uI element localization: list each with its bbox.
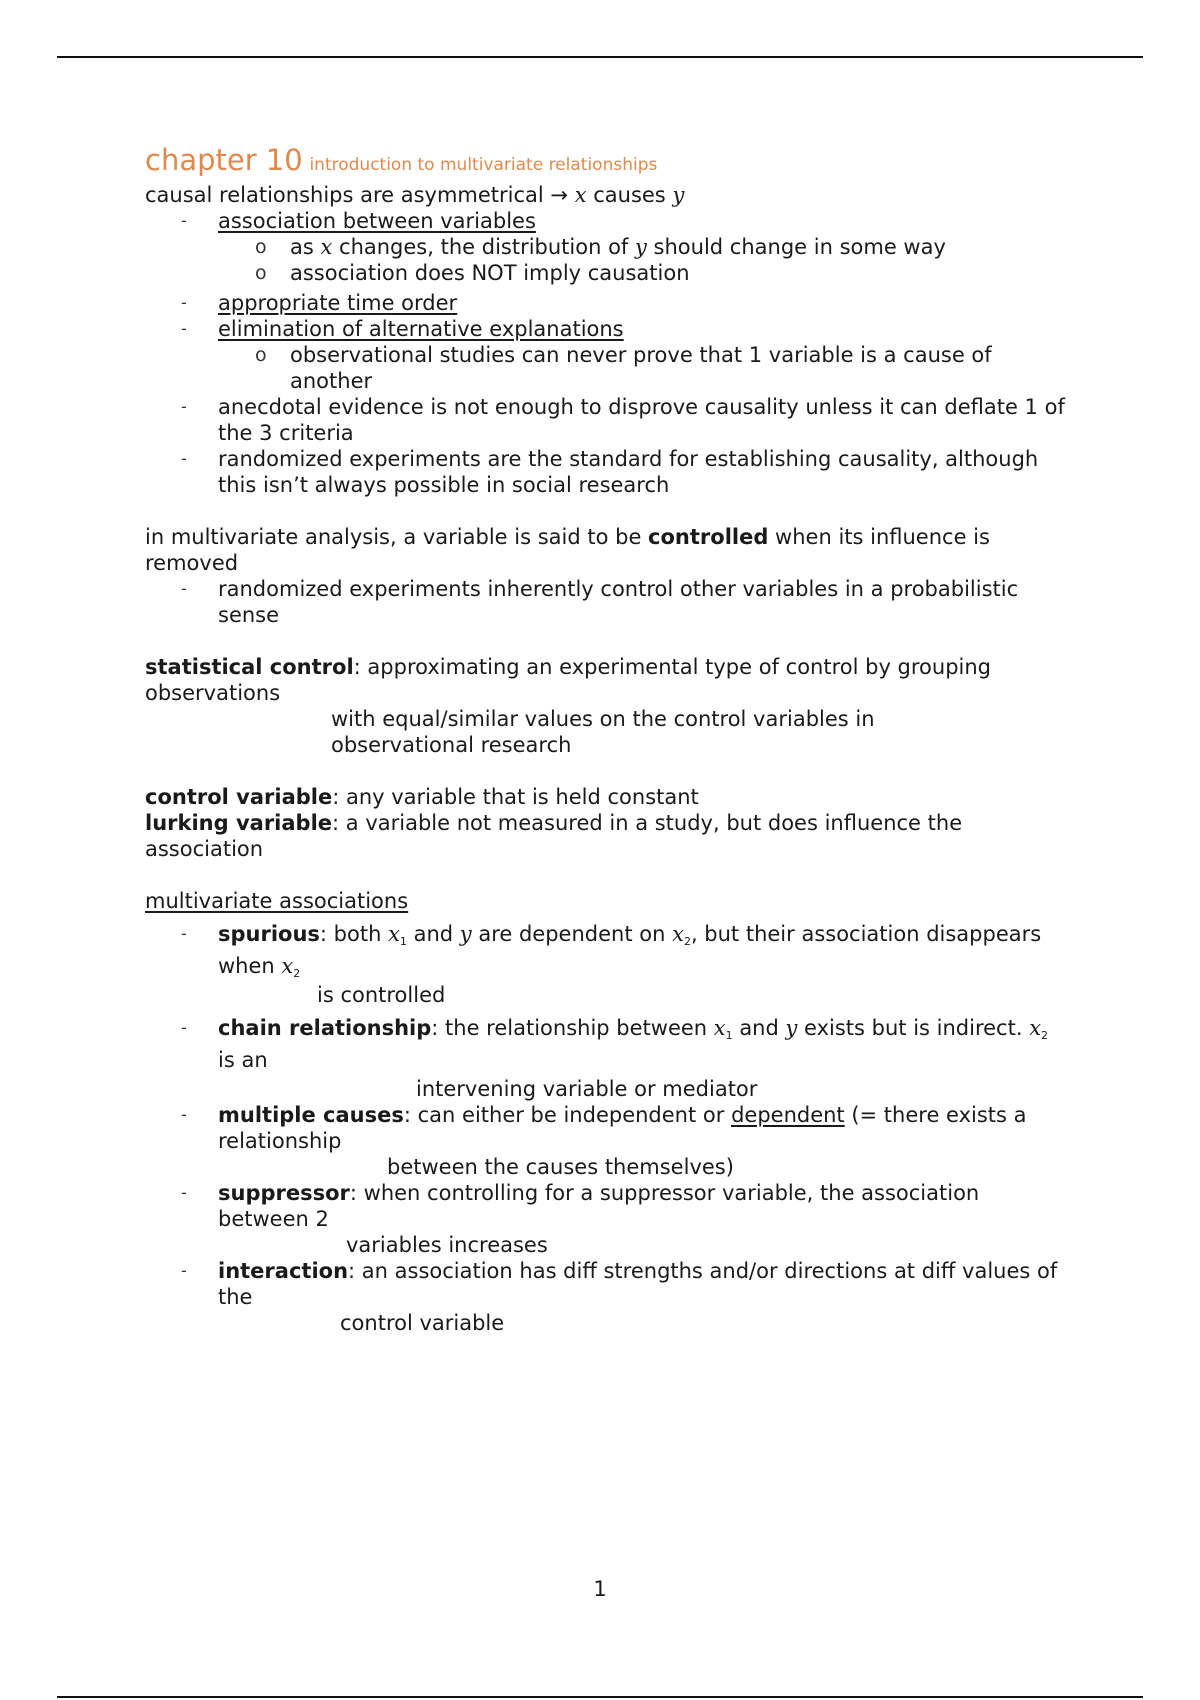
randomized-text: randomized experiments are the standard for establishing causality, although this isn’t always possible in social research (218, 447, 1039, 497)
item-text: : both (319, 922, 389, 946)
statistical-control-cont: with equal/similar values on the control variables in (331, 707, 875, 731)
var-y: y (672, 183, 685, 207)
multiple-causes-term: multiple causes (218, 1103, 404, 1127)
list-item (145, 208, 1065, 234)
item-text: , but their association disappears when (218, 922, 1042, 978)
subscript: 1 (725, 1029, 733, 1042)
var-x: x (281, 954, 294, 978)
spacer (145, 628, 1065, 654)
list-item (145, 1102, 1065, 1154)
sub-text: observational studies can never prove that 1 variable is a cause of another (290, 343, 992, 393)
statistical-control-text: : approximating an experimental type of control by grouping observations (145, 655, 992, 705)
statistical-control-cont: observational research (331, 733, 572, 757)
list-item (145, 290, 1065, 316)
var-x: x (1029, 1016, 1042, 1040)
chapter-subtitle: introduction to multivariate relationships (309, 155, 658, 175)
list-item (145, 394, 1065, 446)
list-item (145, 1258, 1065, 1310)
var-x: x (388, 922, 400, 946)
list-item (145, 918, 1065, 982)
list-item (145, 446, 1065, 498)
item-continuation: intervening variable or mediator (416, 1077, 758, 1101)
sub-text: as (290, 235, 321, 259)
chain-term: chain relationship (218, 1016, 432, 1040)
lurking-variable-term: lurking variable (145, 811, 333, 835)
item-text: : an association has diff strengths and/or directions at diff values of the (218, 1259, 1058, 1309)
sub-text: association does NOT imply causation (290, 261, 690, 285)
subscript: 2 (293, 967, 301, 980)
controlled-post: when its influence is removed (145, 525, 990, 575)
sub-list-item (145, 342, 1065, 394)
subscript: 1 (399, 935, 407, 948)
sub-list-item (145, 260, 1065, 286)
interaction-term: interaction (218, 1259, 349, 1283)
header-rule (57, 56, 1143, 58)
item-continuation: between the causes themselves) (387, 1155, 734, 1179)
spacer (145, 862, 1065, 888)
causes-text: causes (586, 183, 673, 207)
item-text: (= there exists a relationship (218, 1103, 1027, 1153)
sub-text: should change in some way (646, 235, 946, 259)
subscript: 2 (683, 935, 691, 948)
control-variable-text: : any variable that is held constant (332, 785, 699, 809)
controlled-term: controlled (648, 525, 769, 549)
list-item (145, 576, 1065, 628)
footer-rule (57, 1696, 1143, 1698)
multivariate-heading-text: multivariate associations (145, 889, 409, 913)
controlled-paragraph (145, 524, 1065, 576)
item-text: : the relationship between (431, 1016, 714, 1040)
anecdotal-text: anecdotal evidence is not enough to disprove causality unless it can deflate 1 of the 3 criteria (218, 395, 1065, 445)
dependent-text: dependent (731, 1103, 845, 1127)
item-text: is an (218, 1048, 268, 1072)
subscript: 2 (1041, 1029, 1049, 1042)
criteria-alternatives: elimination of alternative explanations (218, 317, 624, 341)
item-text: : when controlling for a suppressor variable, the association between 2 (218, 1181, 980, 1231)
item-text: are dependent on (471, 922, 673, 946)
control-variable-term: control variable (145, 785, 333, 809)
var-y: y (785, 1016, 798, 1040)
var-x: x (713, 1016, 726, 1040)
list-item (145, 1012, 1065, 1076)
list-item (145, 316, 1065, 342)
item-text: and (732, 1016, 786, 1040)
item-continuation: variables increases (346, 1233, 548, 1257)
multivariate-heading (145, 888, 1065, 914)
sub-list-item (145, 234, 1065, 260)
spacer (145, 498, 1065, 524)
var-y: y (635, 235, 647, 259)
list-item (145, 1180, 1065, 1232)
controlled-bullet: randomized experiments inherently control other variables in a probabilistic sense (218, 577, 1019, 627)
criteria-association: association between variables (218, 209, 536, 233)
statistical-control-term: statistical control (145, 655, 354, 679)
page-number: 1 (593, 1577, 607, 1601)
var-x: x (320, 235, 333, 259)
var-y: y (459, 922, 472, 946)
statistical-control-def (145, 654, 1065, 706)
lurking-variable-def (145, 810, 1065, 862)
item-continuation: is controlled (317, 983, 446, 1007)
item-text: : can either be independent or (403, 1103, 732, 1127)
var-x: x (672, 922, 684, 946)
var-x: x (574, 183, 587, 207)
item-continuation: control variable (340, 1311, 505, 1335)
causal-intro (145, 182, 1065, 208)
suppressor-term: suppressor (218, 1181, 350, 1205)
page-content (145, 143, 1065, 1336)
controlled-pre: in multivariate analysis, a variable is said to be (145, 525, 649, 549)
item-text: and (406, 922, 460, 946)
criteria-time-order: appropriate time order (218, 291, 458, 315)
lurking-variable-text: : a variable not measured in a study, but does influence the association (145, 811, 963, 861)
spurious-term: spurious (218, 922, 320, 946)
control-variable-def (145, 784, 1065, 810)
item-text: exists but is indirect. (797, 1016, 1030, 1040)
causal-intro-text: causal relationships are asymmetrical → (145, 183, 575, 207)
sub-text: changes, the distribution of (332, 235, 635, 259)
chapter-title (145, 143, 1065, 182)
spacer (145, 758, 1065, 784)
chapter-label: chapter 10 (145, 143, 303, 177)
